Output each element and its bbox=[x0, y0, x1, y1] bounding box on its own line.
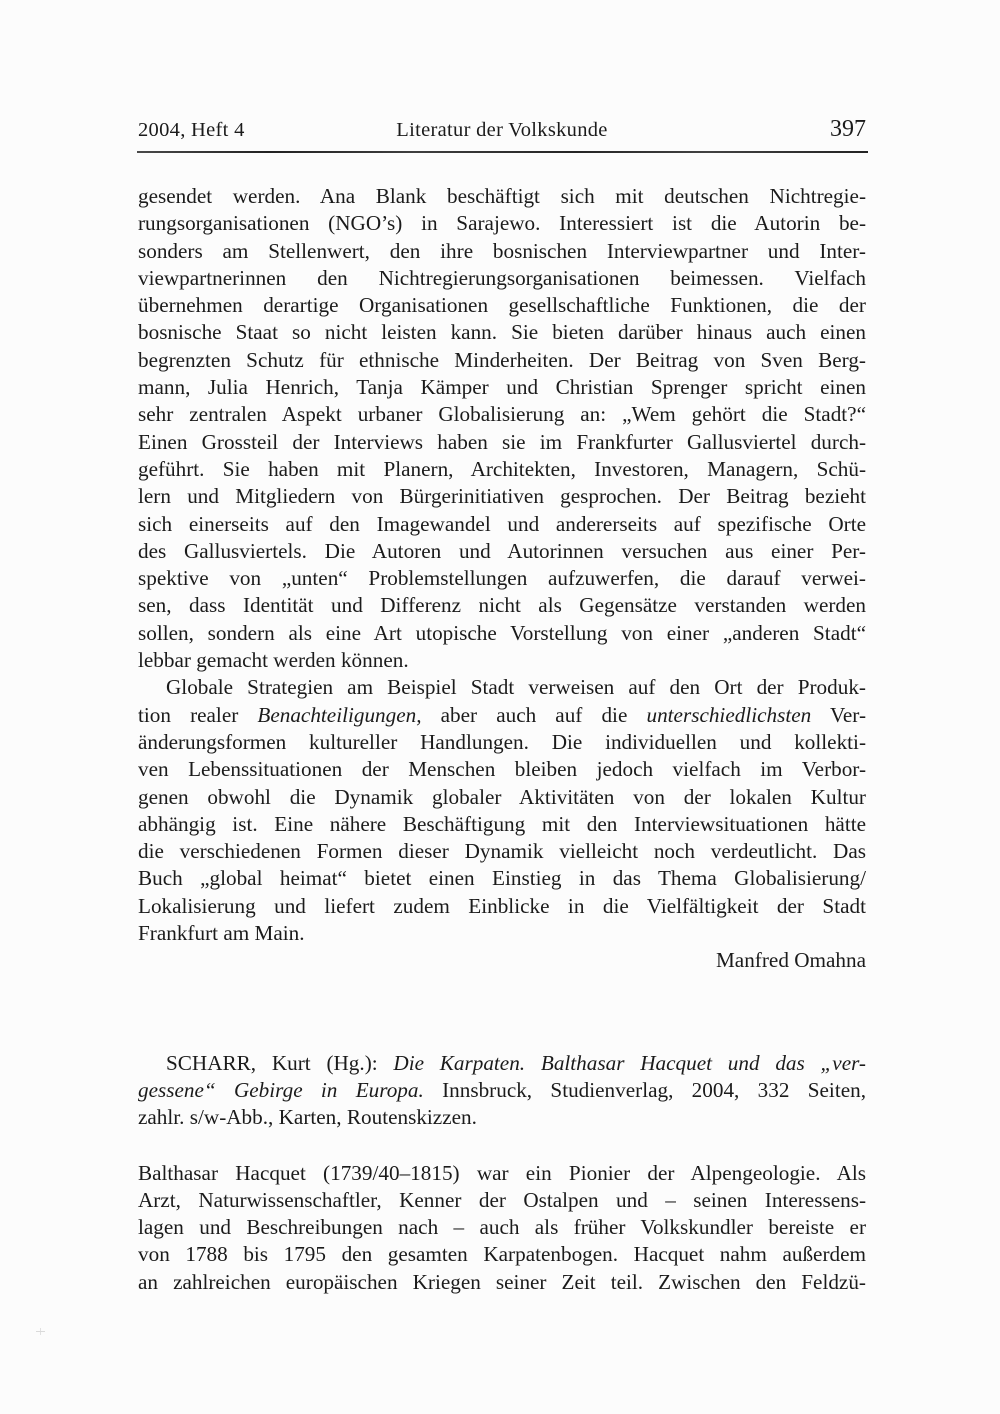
header-rule bbox=[137, 151, 868, 153]
text-line bbox=[138, 538, 866, 565]
text-line bbox=[138, 456, 866, 483]
italic-text-run: Benachteiligungen, bbox=[257, 702, 422, 727]
text-run: sonders am Stellenwert, den ihre bosnischen Interviewpartner und Inter- bbox=[138, 238, 866, 263]
text-run: spektive von „unten“ Problemstellungen aufzuwerfen, die darauf verwei- bbox=[138, 566, 866, 591]
text-line bbox=[138, 429, 866, 456]
vertical-spacer bbox=[138, 1132, 866, 1160]
page-header bbox=[138, 116, 866, 143]
text-run: ven Lebenssituationen der Menschen bleiben jedoch vielfach im Verbor- bbox=[138, 757, 866, 782]
text-run: aber auch auf die bbox=[421, 702, 647, 727]
text-run: abhängig ist. Eine nähere Beschäftigung mit den Interviewsituationen hätte bbox=[138, 811, 866, 836]
text-line bbox=[138, 319, 866, 346]
text-run: an zahlreichen europäischen Kriegen seiner Zeit teil. Zwischen den Feldzü- bbox=[138, 1269, 866, 1294]
text-run: sollen, sondern als eine Art utopische Vorstellung von einer „anderen Stadt“ bbox=[138, 620, 866, 645]
page-body-text bbox=[138, 183, 866, 1296]
text-line bbox=[138, 893, 866, 920]
review-omahna-paragraph-2 bbox=[138, 674, 866, 947]
text-line bbox=[138, 838, 866, 865]
text-line bbox=[138, 1104, 866, 1131]
header-page-number: 397 bbox=[830, 116, 866, 142]
text-line bbox=[138, 811, 866, 838]
text-run: viewpartnerinnen den Nichtregierungsorganisationen beimessen. Vielfach bbox=[138, 265, 866, 290]
text-line bbox=[138, 401, 866, 428]
text-line bbox=[138, 347, 866, 374]
text-run: sen, dass Identität und Differenz nicht als Gegensätze verstanden werden bbox=[138, 593, 866, 618]
text-run: Ver- bbox=[811, 702, 866, 727]
text-run: Globale Strategien am Beispiel Stadt verweisen auf den Ort der Produk- bbox=[166, 675, 866, 700]
text-line bbox=[138, 702, 866, 729]
review-omahna-paragraph-1 bbox=[138, 183, 866, 674]
text-line bbox=[138, 1050, 866, 1077]
text-line bbox=[138, 1214, 866, 1241]
text-line bbox=[138, 920, 866, 947]
text-run: sehr zentralen Aspekt urbaner Globalisierung an: „Wem gehört die Stadt?“ bbox=[138, 402, 866, 427]
scan-artifact bbox=[36, 1327, 45, 1336]
text-run: sich einerseits auf den Imagewandel und andererseits auf spezifische Orte bbox=[138, 511, 866, 536]
text-line bbox=[138, 865, 866, 892]
text-run: Frankfurt am Main. bbox=[138, 921, 305, 946]
text-line bbox=[138, 374, 866, 401]
text-run: Innsbruck, Studienverlag, 2004, 332 Seiten, bbox=[423, 1077, 866, 1102]
text-run: gesendet werden. Ana Blank beschäftigt sich mit deutschen Nichtregie- bbox=[138, 184, 866, 208]
text-run: von 1788 bis 1795 den gesamten Karpatenbogen. Hacquet nahm außerdem bbox=[138, 1242, 866, 1267]
text-run: übernehmen derartige Organisationen gesellschaftliche Funktionen, die der bbox=[138, 293, 866, 318]
italic-text-run: Die Karpaten. Balthasar Hacquet und das „ver- bbox=[393, 1050, 866, 1075]
text-run: des Gallusviertels. Die Autoren und Autorinnen versuchen aus einer Per- bbox=[138, 538, 866, 563]
text-run: Balthasar Hacquet (1739/40–1815) war ein Pionier der Alpengeologie. Als bbox=[138, 1160, 866, 1185]
text-run: Arzt, Naturwissenschaftler, Kenner der Ostalpen und – seinen Interessens- bbox=[138, 1187, 866, 1212]
text-line bbox=[138, 620, 866, 647]
text-run: änderungsformen kultureller Handlungen. Die individuellen und kollekti- bbox=[138, 729, 866, 754]
text-line bbox=[138, 238, 866, 265]
text-line bbox=[138, 511, 866, 538]
text-run: lagen und Beschreibungen nach – auch als früher Volkskundler bereiste er bbox=[138, 1215, 866, 1240]
text-line bbox=[138, 756, 866, 783]
header-journal-title: Literatur der Volkskunde bbox=[396, 119, 608, 141]
header-issue: 2004, Heft 4 bbox=[138, 119, 245, 141]
text-line bbox=[138, 592, 866, 619]
text-line bbox=[138, 1241, 866, 1268]
text-line bbox=[138, 1269, 866, 1296]
text-line bbox=[138, 292, 866, 319]
text-line bbox=[138, 1187, 866, 1214]
review-scharr-citation bbox=[138, 1050, 866, 1132]
text-line bbox=[138, 729, 866, 756]
text-run: rungsorganisationen (NGO’s) in Sarajewo. Interessiert ist die Autorin be- bbox=[138, 211, 866, 236]
text-run: Einen Grossteil der Interviews haben sie im Frankfurter Gallusviertel durch- bbox=[138, 429, 866, 454]
text-run: geführt. Sie haben mit Planern, Architekten, Investoren, Managern, Schü- bbox=[138, 456, 866, 481]
text-run: genen obwohl die Dynamik globaler Aktivitäten von der lokalen Kultur bbox=[138, 784, 866, 809]
text-line bbox=[138, 210, 866, 237]
text-run: mann, Julia Henrich, Tanja Kämper und Christian Sprenger spricht einen bbox=[138, 375, 866, 400]
italic-text-run: unterschiedlichsten bbox=[646, 702, 812, 727]
text-line bbox=[138, 565, 866, 592]
text-line bbox=[138, 784, 866, 811]
text-line bbox=[138, 265, 866, 292]
reviewer-signature: Manfred Omahna bbox=[715, 948, 866, 973]
text-run: lern und Mitgliedern von Bürgerinitiativen gesprochen. Der Beitrag bezieht bbox=[138, 484, 866, 509]
text-line bbox=[138, 1160, 866, 1187]
text-run: zahlr. s/w-Abb., Karten, Routenskizzen. bbox=[138, 1105, 477, 1130]
text-line bbox=[138, 647, 866, 674]
text-run: Buch „global heimat“ bietet einen Einstieg in das Thema Globalisierung/ bbox=[138, 866, 866, 891]
text-line bbox=[138, 1077, 866, 1104]
text-line bbox=[138, 183, 866, 210]
text-run: Lokalisierung und liefert zudem Einblicke in die Vielfältigkeit der Stadt bbox=[138, 893, 866, 918]
italic-text-run: gessene“ Gebirge in Europa. bbox=[138, 1077, 424, 1102]
review-scharr-paragraph-1 bbox=[138, 1160, 866, 1296]
text-run: begrenzten Schutz für ethnische Minderheiten. Der Beitrag von Sven Berg- bbox=[138, 347, 866, 372]
text-run: tion realer bbox=[138, 702, 258, 727]
text-run: bosnische Staat so nicht leisten kann. Sie bieten darüber hinaus auch einen bbox=[138, 320, 866, 345]
text-run: lebbar gemacht werden können. bbox=[138, 648, 409, 673]
text-line bbox=[138, 674, 866, 701]
text-line bbox=[138, 483, 866, 510]
vertical-spacer bbox=[138, 975, 866, 1050]
text-run: die verschiedenen Formen dieser Dynamik vielleicht noch verdeutlicht. Das bbox=[138, 839, 866, 864]
text-run: SCHARR, Kurt (Hg.): bbox=[166, 1050, 394, 1075]
